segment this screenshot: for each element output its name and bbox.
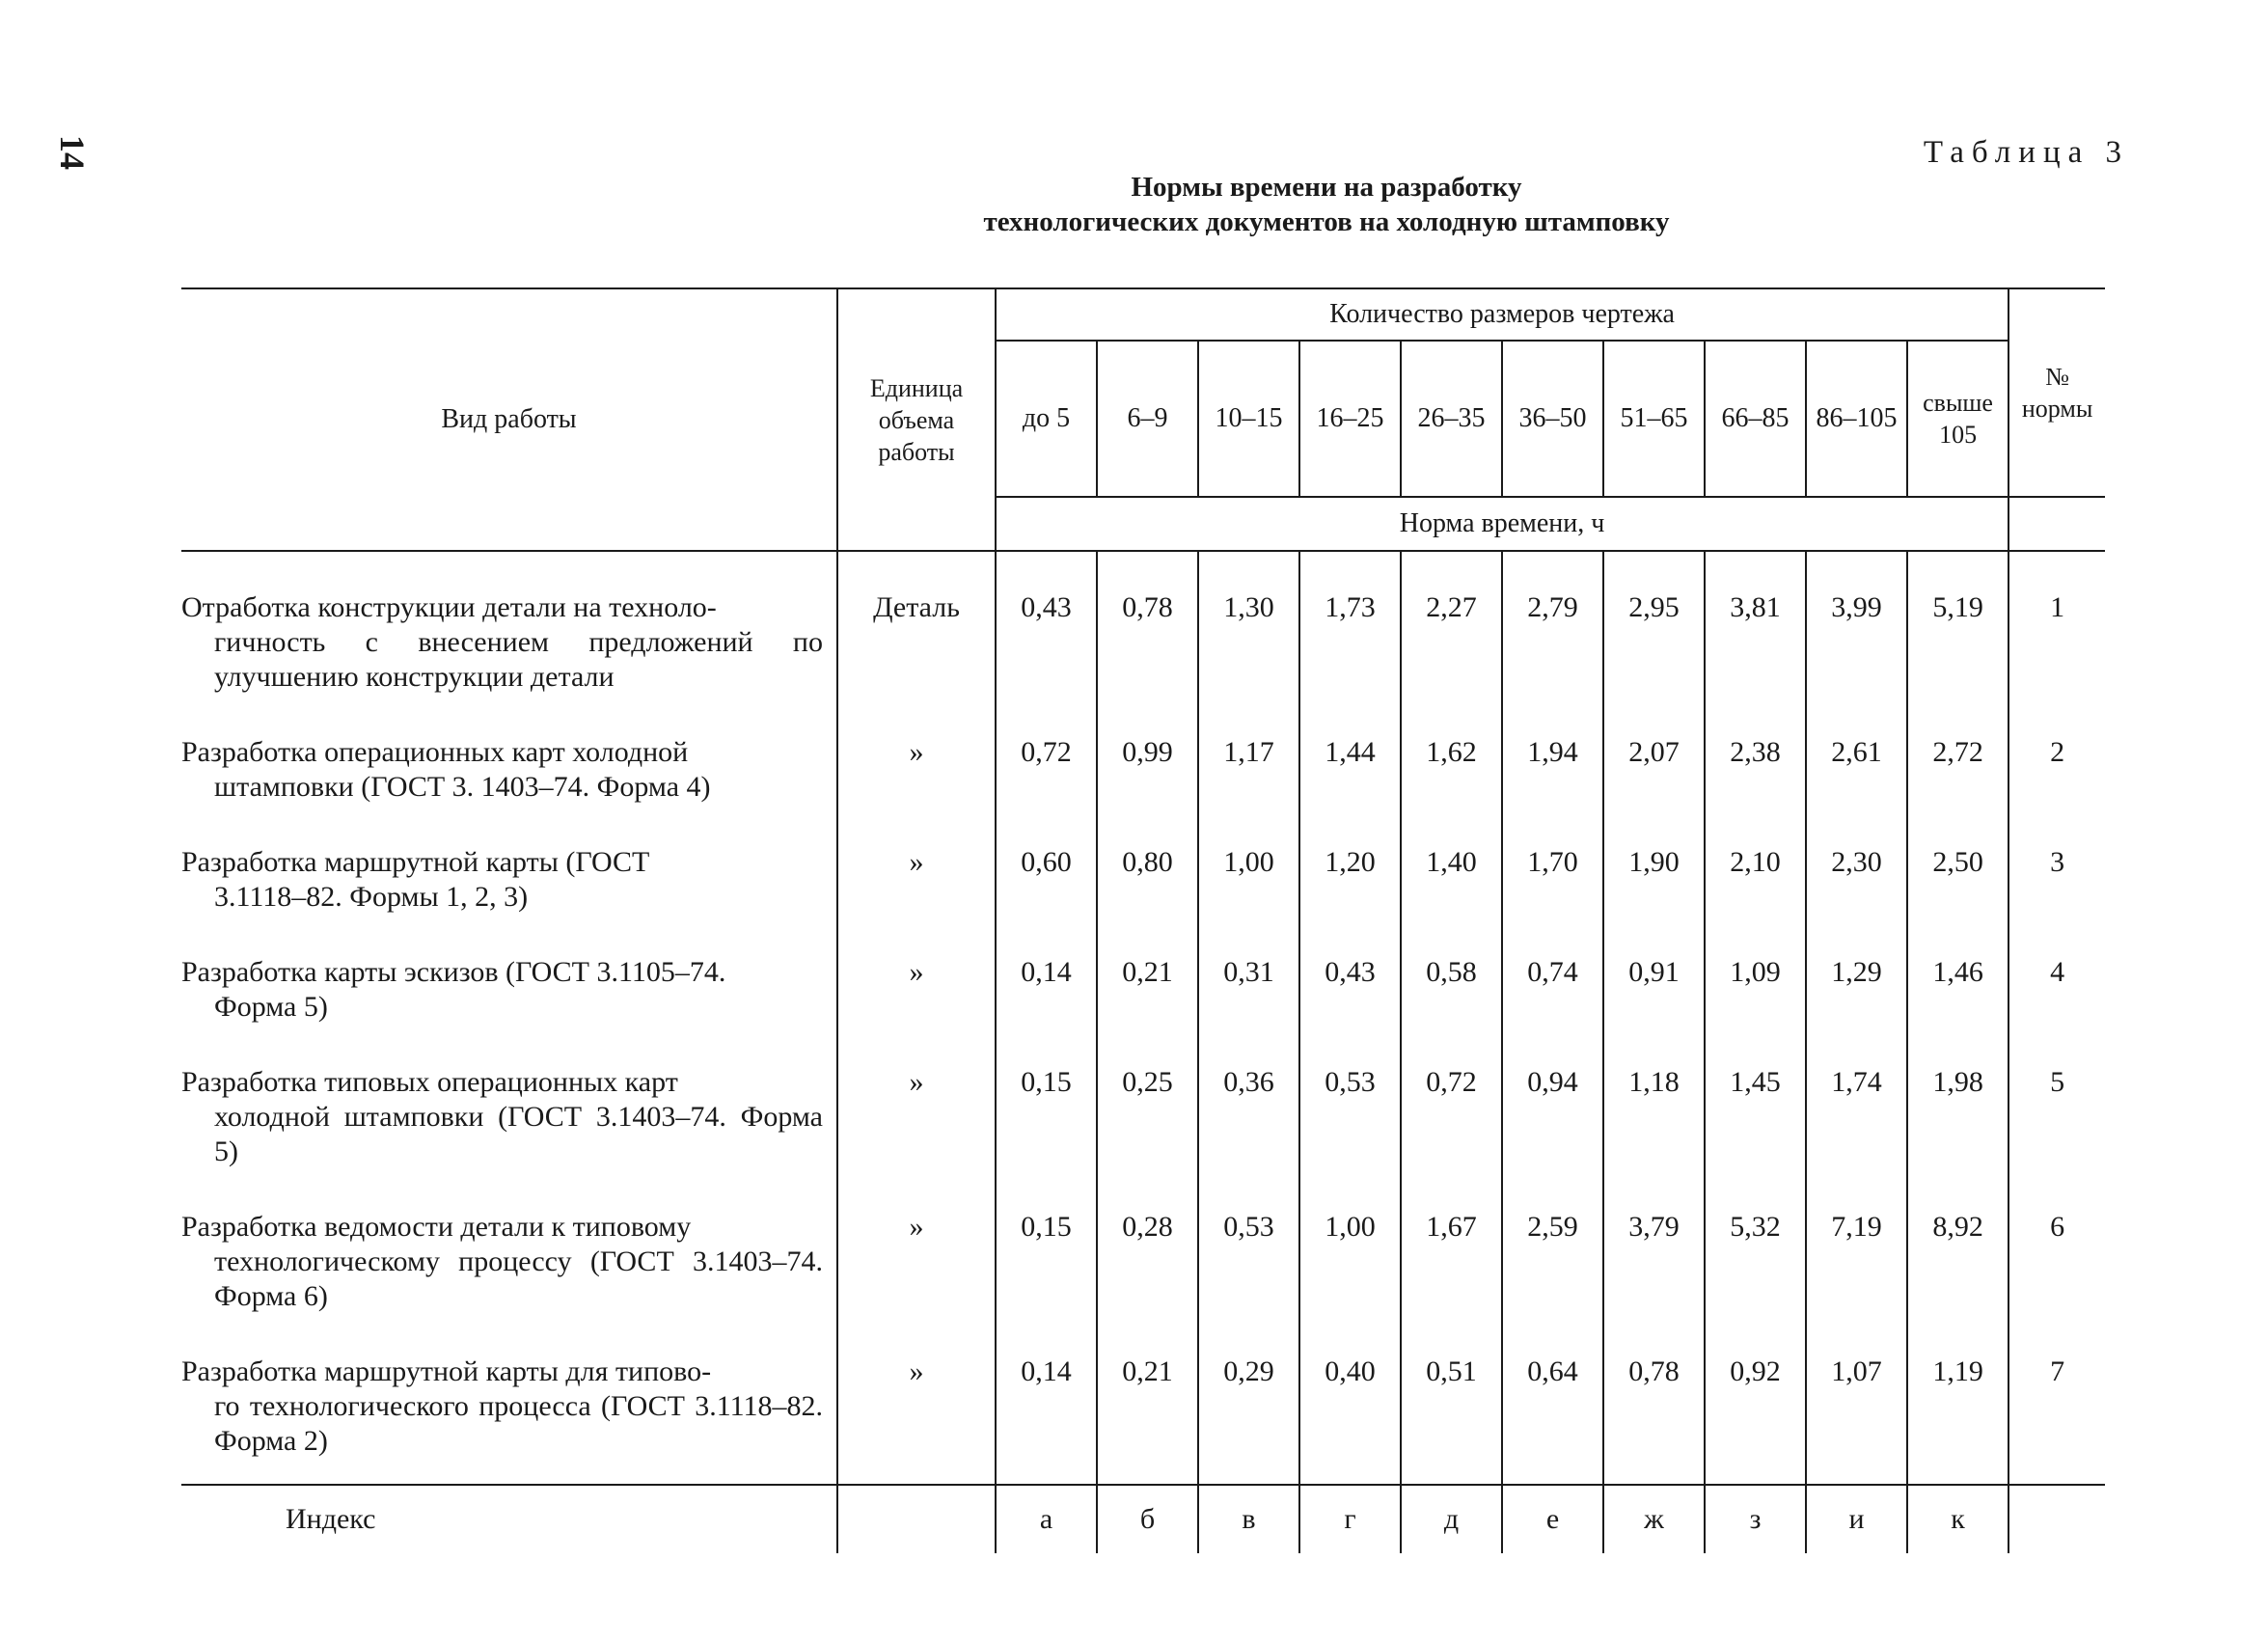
unit-cell: Деталь	[837, 551, 996, 720]
work-type-continuation: го технологического процесса (ГОСТ 3.1118–82. Форма 2)	[214, 1390, 823, 1457]
work-type-first-line: Разработка маршрутной карты для типово-	[181, 1355, 712, 1387]
index-unit-cell	[837, 1485, 996, 1553]
time-value-cell: 0,78	[1603, 1339, 1705, 1485]
table-title-line-1: Нормы времени на разработку	[1131, 172, 1522, 203]
index-letter-cell: и	[1806, 1485, 1907, 1553]
work-type-cell	[181, 551, 837, 720]
header-range-4: 16–25	[1299, 341, 1401, 497]
work-type-first-line: Разработка типовых операционных карт	[181, 1066, 678, 1098]
index-letter-cell: б	[1097, 1485, 1198, 1553]
norm-number-cell: 6	[2008, 1194, 2105, 1339]
time-value-cell: 0,74	[1502, 940, 1603, 1050]
time-value-cell: 1,40	[1401, 830, 1502, 940]
work-type-continuation: Форма 5)	[214, 991, 328, 1023]
work-type-continuation: штамповки (ГОСТ 3. 1403–74. Форма 4)	[214, 771, 711, 803]
time-value-cell: 2,38	[1705, 720, 1806, 830]
header-range-10: свыше 105	[1907, 341, 2008, 497]
header-range-5: 26–35	[1401, 341, 1502, 497]
norm-number-cell: 5	[2008, 1050, 2105, 1194]
time-value-cell: 5,19	[1907, 551, 2008, 720]
index-row	[181, 1485, 2105, 1553]
work-type-cell	[181, 1050, 837, 1194]
header-range-3: 10–15	[1198, 341, 1299, 497]
work-type-cell	[181, 830, 837, 940]
index-letter-cell: з	[1705, 1485, 1806, 1553]
time-value-cell: 7,19	[1806, 1194, 1907, 1339]
work-type-cell	[181, 1194, 837, 1339]
index-letter-cell: г	[1299, 1485, 1401, 1553]
time-value-cell: 0,78	[1097, 551, 1198, 720]
table-row	[181, 720, 2105, 830]
index-letter-cell: ж	[1603, 1485, 1705, 1553]
header-work-type: Вид работы	[181, 288, 837, 551]
index-norm-cell	[2008, 1485, 2105, 1553]
time-value-cell: 5,32	[1705, 1194, 1806, 1339]
time-value-cell: 1,98	[1907, 1050, 2008, 1194]
time-value-cell: 1,67	[1401, 1194, 1502, 1339]
time-value-cell: 2,59	[1502, 1194, 1603, 1339]
work-type-first-line: Отработка конструкции детали на техноло-	[181, 591, 717, 623]
unit-cell: »	[837, 720, 996, 830]
table-title-line-2: технологических документов на холодную штамповку	[983, 206, 1670, 237]
work-type-continuation: 3.1118–82. Формы 1, 2, 3)	[214, 881, 529, 913]
time-value-cell: 0,25	[1097, 1050, 1198, 1194]
header-range-2: 6–9	[1097, 341, 1198, 497]
work-type-cell	[181, 1339, 837, 1485]
index-label: Индекс	[181, 1485, 837, 1553]
time-value-cell: 0,72	[1401, 1050, 1502, 1194]
time-value-cell: 1,44	[1299, 720, 1401, 830]
time-value-cell: 0,94	[1502, 1050, 1603, 1194]
time-value-cell: 0,36	[1198, 1050, 1299, 1194]
time-value-cell: 2,95	[1603, 551, 1705, 720]
time-value-cell: 1,74	[1806, 1050, 1907, 1194]
time-value-cell: 0,91	[1603, 940, 1705, 1050]
time-value-cell: 1,45	[1705, 1050, 1806, 1194]
norms-table	[181, 287, 2105, 1553]
unit-cell: »	[837, 830, 996, 940]
time-value-cell: 0,28	[1097, 1194, 1198, 1339]
header-norm-no-spacer	[2008, 497, 2105, 551]
table-row	[181, 830, 2105, 940]
header-range-9: 86–105	[1806, 341, 1907, 497]
time-value-cell: 3,99	[1806, 551, 1907, 720]
time-value-cell: 1,18	[1603, 1050, 1705, 1194]
header-time-norm: Норма времени, ч	[996, 497, 2008, 551]
time-value-cell: 1,94	[1502, 720, 1603, 830]
work-type-continuation: технологическому процессу (ГОСТ 3.1403–74. Форма 6)	[214, 1245, 823, 1312]
time-value-cell: 0,80	[1097, 830, 1198, 940]
time-value-cell: 0,40	[1299, 1339, 1401, 1485]
time-value-cell: 0,60	[1021, 846, 1072, 878]
norm-number-cell: 3	[2008, 830, 2105, 940]
time-value-cell: 2,61	[1806, 720, 1907, 830]
time-value-cell: 1,17	[1198, 720, 1299, 830]
work-type-first-line: Разработка ведомости детали к типовому	[181, 1211, 692, 1243]
norm-number-cell: 2	[2008, 720, 2105, 830]
table-row	[181, 551, 2105, 720]
header-range-8: 66–85	[1705, 341, 1806, 497]
table-label: Таблица 3	[1923, 135, 2129, 170]
time-value-cell: 2,50	[1907, 830, 2008, 940]
table-row	[181, 1194, 2105, 1339]
time-value-cell: 0,99	[1097, 720, 1198, 830]
header-range-6: 36–50	[1502, 341, 1603, 497]
table-row	[181, 940, 2105, 1050]
work-type-continuation: холодной штамповки (ГОСТ 3.1403–74. Форма 5)	[214, 1101, 823, 1167]
time-value-cell: 0,15	[1021, 1066, 1072, 1098]
time-value-cell: 1,46	[1907, 940, 2008, 1050]
time-value-cell: 0,14	[1021, 1355, 1072, 1387]
unit-cell: »	[837, 1194, 996, 1339]
time-value-cell: 2,30	[1806, 830, 1907, 940]
time-value-cell: 2,07	[1603, 720, 1705, 830]
index-letter-cell: е	[1502, 1485, 1603, 1553]
time-value-cell: 0,31	[1198, 940, 1299, 1050]
time-value-cell: 0,15	[1021, 1211, 1072, 1243]
index-letter-cell: д	[1401, 1485, 1502, 1553]
header-range-7: 51–65	[1603, 341, 1705, 497]
norm-number-cell: 1	[2008, 551, 2105, 720]
time-value-cell: 0,72	[1021, 736, 1072, 768]
index-letter-cell: к	[1907, 1485, 2008, 1553]
time-value-cell: 0,14	[1021, 956, 1072, 988]
time-value-cell: 0,29	[1198, 1339, 1299, 1485]
time-value-cell: 0,53	[1299, 1050, 1401, 1194]
time-value-cell: 1,70	[1502, 830, 1603, 940]
page-number: 14	[53, 135, 92, 170]
time-value-cell: 1,90	[1603, 830, 1705, 940]
time-value-cell: 3,79	[1603, 1194, 1705, 1339]
time-value-cell: 1,19	[1907, 1339, 2008, 1485]
table-row	[181, 1050, 2105, 1194]
time-value-cell: 0,53	[1198, 1194, 1299, 1339]
time-value-cell: 0,21	[1097, 1339, 1198, 1485]
time-value-cell: 8,92	[1907, 1194, 2008, 1339]
time-value-cell: 0,58	[1401, 940, 1502, 1050]
time-value-cell: 3,81	[1705, 551, 1806, 720]
header-count-group: Количество размеров чертежа	[996, 288, 2008, 341]
table-body	[181, 551, 2105, 1485]
work-type-cell	[181, 940, 837, 1050]
table-row	[181, 1339, 2105, 1485]
norm-number-cell: 7	[2008, 1339, 2105, 1485]
header-norm-no: № нормы	[2008, 288, 2105, 497]
time-value-cell: 1,09	[1705, 940, 1806, 1050]
header-range-1: до 5	[996, 341, 1097, 497]
time-value-cell: 0,64	[1502, 1339, 1603, 1485]
unit-cell: »	[837, 1339, 996, 1485]
time-value-cell: 0,21	[1097, 940, 1198, 1050]
time-value-cell: 1,20	[1299, 830, 1401, 940]
time-value-cell: 2,72	[1907, 720, 2008, 830]
time-value-cell: 1,00	[1198, 830, 1299, 940]
index-letter-cell: в	[1198, 1485, 1299, 1553]
work-type-first-line: Разработка маршрутной карты (ГОСТ	[181, 846, 650, 878]
time-value-cell: 1,62	[1401, 720, 1502, 830]
norm-number-cell: 4	[2008, 940, 2105, 1050]
time-value-cell: 1,73	[1299, 551, 1401, 720]
unit-cell: »	[837, 1050, 996, 1194]
time-value-cell: 1,29	[1806, 940, 1907, 1050]
work-type-first-line: Разработка операционных карт холодной	[181, 736, 689, 768]
time-value-cell: 0,43	[1021, 591, 1072, 623]
index-letter-cell: а	[996, 1485, 1097, 1553]
time-value-cell: 0,92	[1705, 1339, 1806, 1485]
time-value-cell: 0,51	[1401, 1339, 1502, 1485]
time-value-cell: 0,43	[1299, 940, 1401, 1050]
time-value-cell: 1,00	[1299, 1194, 1401, 1339]
time-value-cell: 2,27	[1401, 551, 1502, 720]
header-unit: Единица объема работы	[837, 288, 996, 551]
work-type-cell	[181, 720, 837, 830]
time-value-cell: 2,10	[1705, 830, 1806, 940]
work-type-continuation: гичность с внесением предложений по улучшению конструкции детали	[214, 626, 823, 693]
time-value-cell: 1,30	[1198, 551, 1299, 720]
time-value-cell: 1,07	[1806, 1339, 1907, 1485]
work-type-first-line: Разработка карты эскизов (ГОСТ 3.1105–74.	[181, 956, 726, 988]
time-value-cell: 2,79	[1502, 551, 1603, 720]
unit-cell: »	[837, 940, 996, 1050]
